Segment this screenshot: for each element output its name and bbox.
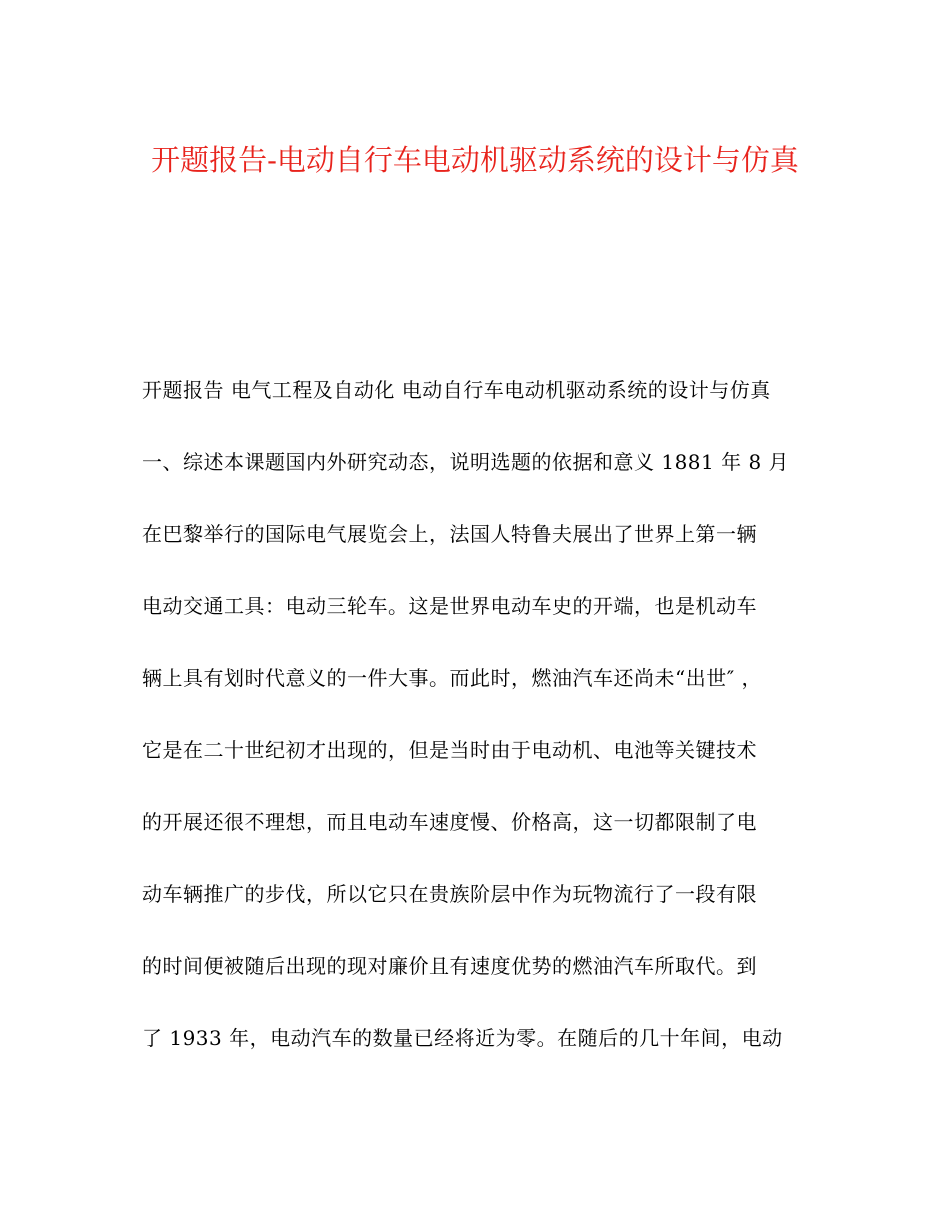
body-line: 了 1933 年，电动汽车的数量已经将近为零。在随后的几十年间，电动 bbox=[142, 1026, 783, 1050]
body-line: 的开展还很不理想，而且电动车速度慢、价格高，这一切都限制了电 bbox=[142, 810, 757, 834]
body-line: 的时间便被随后出现的现对廉价且有速度优势的燃油汽车所取代。到 bbox=[142, 954, 757, 978]
body-line: 一、综述本课题国内外研究动态，说明选题的依据和意义 1881 年 8 月 bbox=[142, 450, 790, 474]
body-line: 辆上具有划时代意义的一件大事。而此时，燃油汽车还尚未“出世″ ， bbox=[142, 666, 763, 690]
body-line: 动车辆推广的步伐，所以它只在贵族阶层中作为玩物流行了一段有限 bbox=[142, 882, 757, 906]
document-title: 开题报告-电动自行车电动机驱动系统的设计与仿真 bbox=[151, 143, 799, 177]
body-line: 在巴黎举行的国际电气展览会上，法国人特鲁夫展出了世界上第一辆 bbox=[142, 522, 757, 546]
document-body bbox=[142, 370, 822, 1090]
body-line: 它是在二十世纪初才出现的，但是当时由于电动机、电池等关键技术 bbox=[142, 738, 757, 762]
body-line: 电动交通工具：电动三轮车。这是世界电动车史的开端，也是机动车 bbox=[142, 594, 757, 618]
body-line: 开题报告 电气工程及自动化 电动自行车电动机驱动系统的设计与仿真 bbox=[142, 378, 771, 402]
